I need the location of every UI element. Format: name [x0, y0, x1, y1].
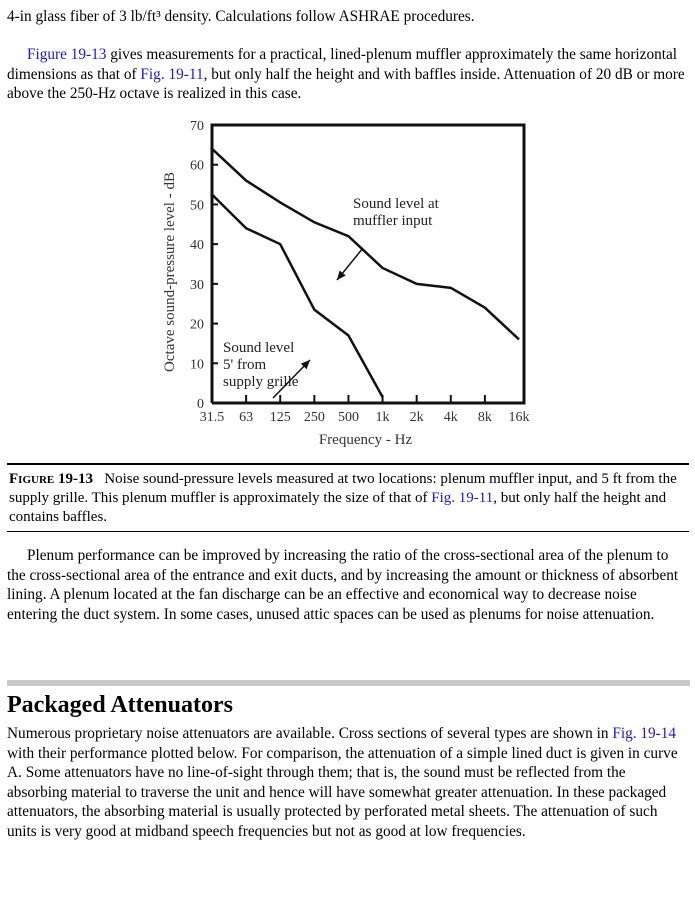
x-tick-label: 2k [409, 410, 424, 425]
link-fig-19-11[interactable]: Fig. 19-11 [431, 490, 494, 506]
y-tick-label: 20 [190, 317, 204, 333]
section-heading: Packaged Attenuators [7, 692, 233, 718]
series-label: supply grille [223, 374, 299, 390]
x-tick-label: 125 [269, 410, 291, 425]
series-label: Sound level at [353, 196, 439, 212]
caption-text: Noise sound-pressure levels measured at two locations: plenum muffler input, and 5 ft from the supply grille. This plenum muffler is approximately the size of that of [9, 471, 677, 506]
chart-svg [150, 115, 540, 455]
x-tick-label: 31.5 [199, 410, 225, 425]
figure-19-13-chart [150, 115, 540, 455]
text: Numerous proprietary noise attenuators are available. Cross sections of several types are shown in [7, 725, 613, 742]
paragraph-figure-ref [7, 45, 689, 104]
x-tick-label: 4k [443, 410, 458, 425]
x-axis-label: Frequency - Hz [318, 432, 413, 448]
y-tick-label: 70 [190, 119, 204, 134]
x-tick-label: 500 [337, 410, 359, 425]
section-divider [7, 680, 690, 686]
link-figure-19-13[interactable]: Figure 19-13 [27, 46, 107, 63]
series-label: muffler input [353, 213, 433, 229]
y-tick-label: 0 [197, 397, 204, 412]
text: , but only half the height and with baffles inside. Attenuation of 20 dB or more above the 250-Hz octave is realized in this case. [7, 65, 685, 102]
y-tick-label: 60 [190, 158, 204, 174]
text: with their performance plotted below. For comparison, the attenuation of a simple lined duct is given in curve A. Some attenuators have no line-of-sight through them; that is, the sound must be reflected from the absorbing material to traverse the unit and hence will have somewhat greater attenuation. In these packaged attenuators, the absorbing material is usually protected by perforated metal sheets. The attenuation of such units is very good at midband speech frequencies but not as good at low frequencies. [7, 744, 678, 840]
series-line-muffler-input [212, 149, 519, 340]
y-axis-label: Octave sound-pressure level - dB [162, 172, 178, 372]
series-label: 5' from [223, 357, 267, 373]
x-tick-label: 8k [477, 410, 492, 425]
y-tick-label: 30 [190, 277, 204, 293]
x-tick-label: 16k [508, 410, 530, 425]
y-tick-label: 10 [190, 357, 204, 373]
y-tick-label: 50 [190, 198, 204, 214]
link-fig-19-14[interactable]: Fig. 19-14 [612, 725, 677, 742]
paragraph-intro: 4-in glass fiber of 3 lb/ft³ density. Calculations follow ASHRAE procedures. [7, 8, 475, 25]
paragraph-attenuators [7, 724, 689, 841]
text: gives measurements for a practical, lined-plenum muffler approximately the same horizontal dimensions as that of [7, 46, 678, 83]
paragraph-plenum: Plenum performance can be improved by increasing the ratio of the cross-sectional area of the plenum to the cross-sectional area of the entrance and exit ducts, and by increasing the amount or thickness of absorbent lining. A plenum located at the fan discharge can be an effective and economical way to decrease noise entering the duct system. In some cases, unused attic spaces can be used as plenums for noise attenuation. [7, 547, 679, 623]
series-label: Sound level [223, 340, 295, 356]
link-fig-19-11[interactable]: Fig. 19-11 [140, 65, 204, 83]
caption-label: Figure 19-13 [9, 471, 93, 487]
x-tick-label: 63 [239, 410, 254, 425]
x-tick-label: 1k [375, 410, 390, 425]
figure-caption [7, 463, 689, 532]
y-tick-label: 40 [190, 238, 204, 254]
caption-text: , but only half the height and contains baffles. [9, 490, 667, 525]
x-tick-label: 250 [303, 410, 325, 425]
